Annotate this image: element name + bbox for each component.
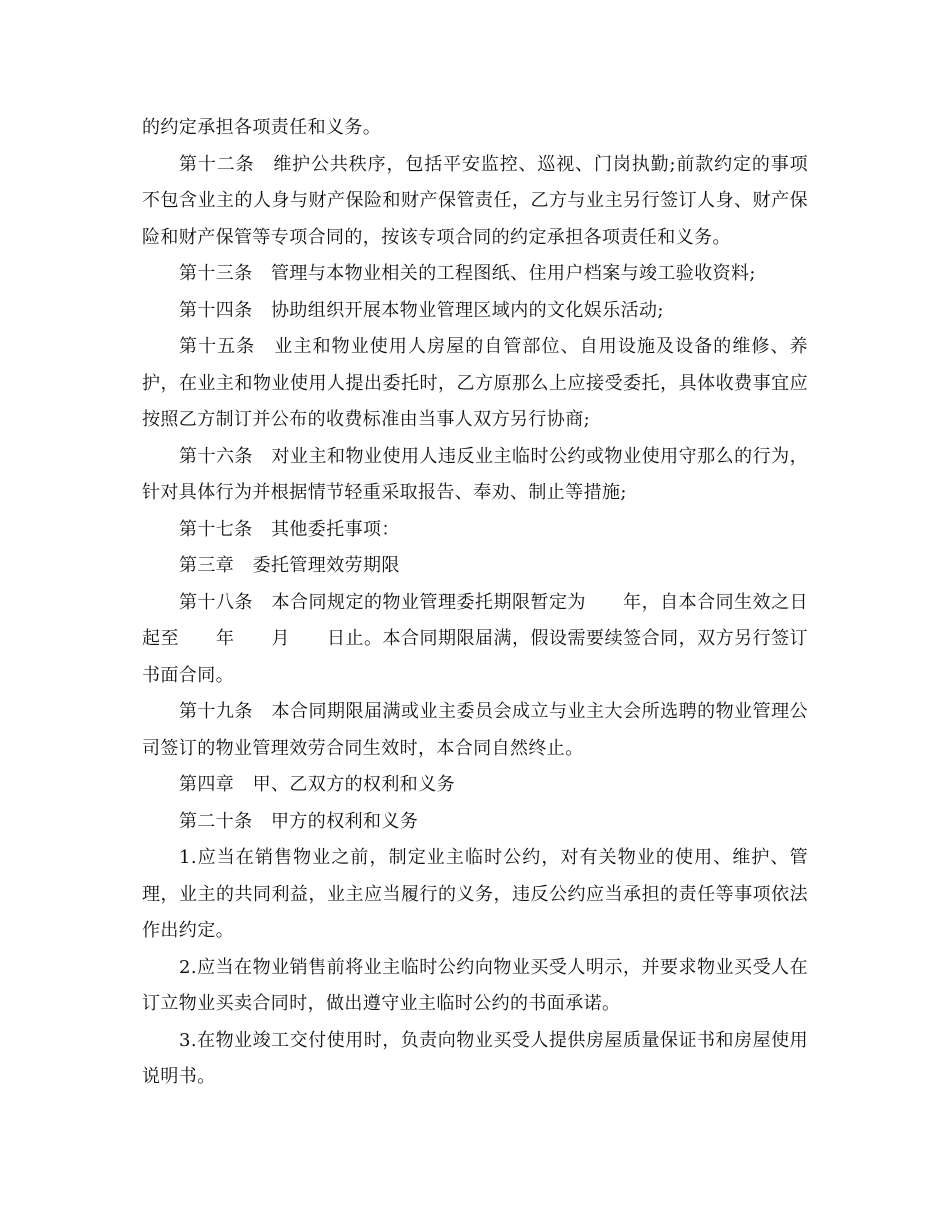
paragraph-article-19: 第十九条 本合同期限届满或业主委员会成立与业主大会所选聘的物业管理公司签订的物业管理效劳合同生效时，本合同自然终止。 (142, 701, 808, 759)
paragraph-article-17: 第十七条 其他委托事项： (179, 518, 400, 540)
list-item-1: 1.应当在销售物业之前，制定业主临时公约，对有关物业的使用、维护、管理，业主的共同利益，业主应当履行的义务，违反公约应当承担的责任等事项依法作出约定。 (142, 847, 808, 941)
chapter-heading-3: 第三章 委托管理效劳期限 (179, 555, 400, 576)
list-item-2: 2.应当在物业销售前将业主临时公约向物业买受人明示，并要求物业买受人在订立物业买卖合同时，做出遵守业主临时公约的书面承诺。 (142, 956, 808, 1014)
paragraph-article-12: 第十二条 维护公共秩序，包括平安监控、巡视、门岗执勤;前款约定的事项不包含业主的人身与财产保险和财产保管责任，乙方与业主另行签订人身、财产保险和财产保管等专项合同的，按该专项合同的约定承担各项责任和义务。 (142, 153, 808, 248)
paragraph-article-13: 第十三条 管理与本物业相关的工程图纸、住用户档案与竣工验收资料; (179, 263, 756, 284)
paragraph-article-16: 第十六条 对业主和物业使用人违反业主临时公约或物业使用守那么的行为，针对具体行为并根据情节轻重采取报告、奉劝、制止等措施; (142, 445, 808, 503)
paragraph-article-20: 第二十条 甲方的权利和义务 (179, 810, 419, 832)
list-item-3: 3.在物业竣工交付使用时，负责向物业买受人提供房屋质量保证书和房屋使用说明书。 (142, 1029, 808, 1087)
paragraph-article-15: 第十五条 业主和物业使用人房屋的自管部位、自用设施及设备的维修、养护，在业主和物业使用人提出委托时，乙方原那么上应接受委托，具体收费事宜应按照乙方制订并公布的收费标准由当事人双方另行协商; (142, 336, 808, 430)
chapter-heading-4: 第四章 甲、乙双方的权利和义务 (179, 774, 455, 795)
paragraph-article-18: 第十八条 本合同规定的物业管理委托期限暂定为 年，自本合同生效之日起至 年 月 日止。本合同期限届满，假设需要续签合同，双方另行签订书面合同。 (142, 591, 808, 686)
paragraph-continuation: 的约定承担各项责任和义务。 (142, 117, 382, 138)
document-body (142, 110, 808, 1096)
paragraph-article-14: 第十四条 协助组织开展本物业管理区域内的文化娱乐活动; (179, 299, 664, 321)
